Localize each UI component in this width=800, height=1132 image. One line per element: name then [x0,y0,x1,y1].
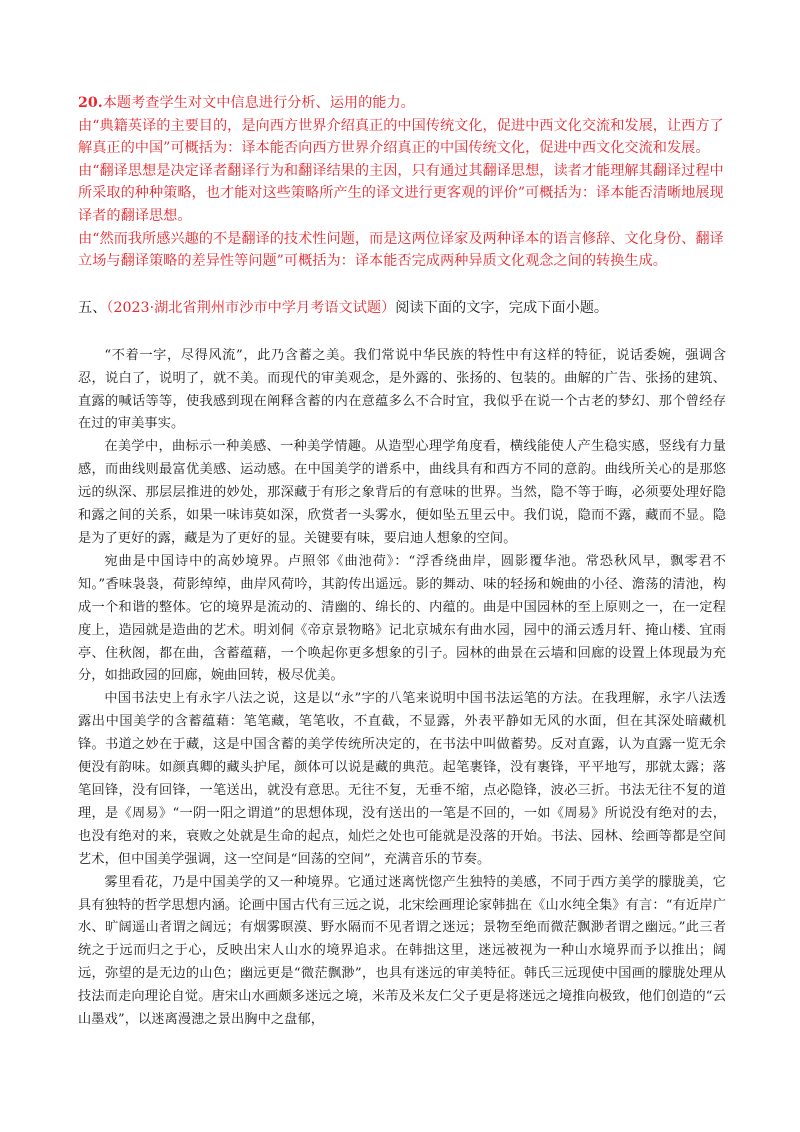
document-page [78,92,726,1032]
answer-point: 由“然而我所感兴趣的不是翻译的技术性问题，而是这两位译家及两种译本的语言修辞、文化身份、翻译立场与翻译策略的差异性等问题”可概括为：译本能否完成两种异质文化观念之间的转换生成。 [78,230,724,270]
answer-intro [78,92,726,115]
passage-paragraph: 中国书法史上有永字八法之说，这是以“永”字的八笔来说明中国书法运笔的方法。在我理解，永字八法透露出中国美学的含蓄蕴藉：笔笔藏，笔笔收，不直截，不显露，外表平静如无风的水面，但在其深处暗藏机锋。书道之妙在于藏，这是中国含蓄的美学传统所决定的，在书法中叫做蓄势。反对直露，认为直露一览无余便没有韵味。如颜真卿的藏头护尾，颜体可以说是藏的典范。起笔裹锋，没有裹锋，平平地写，那就太露；落笔回锋，没有回锋，一笔送出，就没有意思。无往不复，无垂不缩，点必隐锋，波必三折。书法无往不复的道理，是《周易》“一阴一阳之谓道”的思想体现，没有送出的一笔是不回的，一如《周易》所说没有绝对的去，也没有绝对的来，衰败之处就是生命的起点，灿烂之处也可能就是没落的开始。书法、园林、绘画等都是空间艺术，但中国美学强调，这一空间是“回荡的空间”，充满音乐的节奏。 [78,691,726,867]
passage-paragraph: “不着一字，尽得风流”，此乃含蓄之美。我们常说中华民族的特性中有这样的特征，说话委婉，强调含忍，说白了，说明了，就不美。而现代的审美观念，是外露的、张扬的、包装的。曲解的广告、张扬的建筑、直露的喊话等等，使我感到现在阐释含蓄的内在意蕴多么不合时宜，我似乎在说一个古老的梦幻、那个曾经存在过的审美事实。 [78,347,726,432]
passage-paragraph: 雾里看花，乃是中国美学的又一种境界。它通过迷离恍惚产生独特的美感，不同于西方美学的朦胧美，它具有独特的哲学思想内涵。论画中国古代有三远之说，北宋绘画理论家韩拙在《山水纯全集》有言：“有近岸广水、旷阔遥山者谓之阔远；有烟雾暝漠、野水隔而不见者谓之迷远；景物至绝而微茫飘渺者谓之幽远。”此三者统之于远而归之于心，反映出宋人山水的境界追求。在韩拙这里，迷远被视为一种山水境界而予以推出；阔远，弥望的是无边的山色；幽远更是“微茫飘渺”，也具有迷远的审美特征。韩氏三远现使中国画的朦胧处理从技法而走向理论自觉。唐宋山水画颇多迷远之境，米芾及米友仁父子更是将迷远之境推向极致，他们创造的“云山墨戏”，以迷离漫漶之景出胸中之盘郁， [78,874,726,1028]
answer-point: 由“典籍英译的主要目的，是向西方世界介绍真正的中国传统文化，促进中西文化交流和发展，让西方了解真正的中国”可概括为：译本能否向西方世界介绍真正的中国传统文化，促进中西文化交流和发展。 [78,117,724,157]
answer-intro-text: 本题考查学生对文中信息进行分析、运用的能力。 [102,95,415,111]
section-instruction: 阅读下面的文字，完成下面小题。 [395,299,609,316]
passage-paragraph: 在美学中，曲标示一种美感、一种美学情趣。从造型心理学角度看，横线能使人产生稳实感，竖线有力量感，而曲线则最富优美感、运动感。在中国美学的谱系中，曲线具有和西方不同的意韵。曲线所关心的是那悠远的纵深、那层层推进的妙处，那深藏于有形之象背后的有意味的世界。当然，隐不等于晦，必须要处理好隐和露之间的关系，如果一味讳莫如深，欣赏者一头雾水，便如坠五里云中。我们说，隐而不露，藏而不显。隐是为了更好的露，藏是为了更好的显。关键要有味，要启迪人想象的空间。 [78,439,726,546]
answer-block [78,92,726,273]
section-label: 五、 [78,299,107,316]
answer-point: 由“翻译思想是决定译者翻译行为和翻译结果的主因，只有通过其翻译思想，读者才能理解其翻译过程中所采取的种种策略，也才能对这些策略所产生的译文进行更客观的评价”可概括为：译本能否清晰地展现译者的翻译思想。 [78,162,724,224]
reading-passage [78,345,726,1032]
passage-paragraph: 宛曲是中国诗中的高妙境界。卢照邻《曲池荷》：“浮香绕曲岸，圆影覆华池。常恐秋风早，飘零君不知。”香味袅袅，荷影绰绰，曲岸风荷吟，其韵传出遥远。影的舞动、味的轻扬和婉曲的小径、澹荡的清池，构成一个和谐的整体。它的境界是流动的、清幽的、绵长的、内蕴的。曲是中国园林的至上原则之一，在一定程度上，造园就是造曲的艺术。明刘侗《帝京景物略》记北京城东有曲水园，园中的涌云透月轩、掩山楼、宜雨亭、住秋阁，都在曲，含蓄蕴藉，一个唤起你更多想象的引子。园林的曲景在云墙和回廊的设置上体现最为充分，如拙政园的回廊，婉曲回转，极尽优美。 [78,553,726,684]
section-source: （2023·湖北省荆州市沙市中学月考语文试题） [106,299,396,316]
section-heading [78,297,726,319]
question-number: 20. [78,95,103,111]
